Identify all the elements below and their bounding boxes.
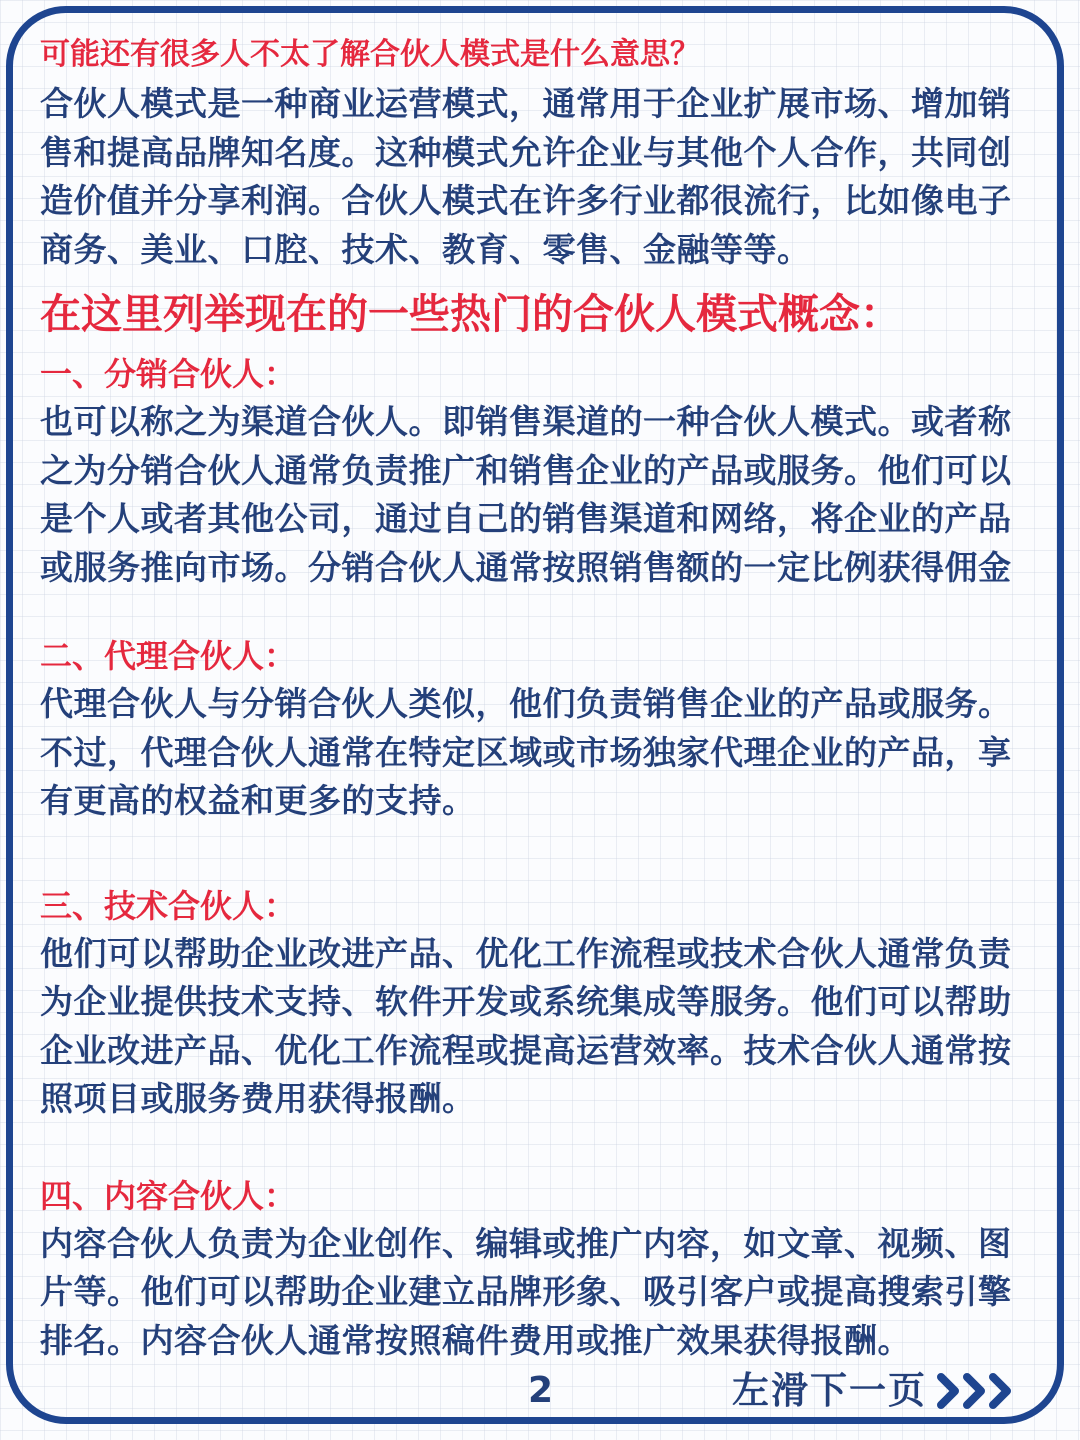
section-line: 为企业提供技术支持、软件开发或系统集成等服务。他们可以帮助 <box>40 982 1012 1021</box>
section-line: 代理合伙人与分销合伙人类似，他们负责销售企业的产品或服务。 <box>40 684 1012 723</box>
intro-paragraph <box>40 80 1040 274</box>
section-title: 一、分销合伙人： <box>40 355 297 393</box>
footer <box>0 1366 1080 1416</box>
next-page-label: 左滑下一页 <box>732 1369 927 1412</box>
intro-line: 售和提高品牌知名度。这种模式允许企业与其他个人合作，共同创 <box>40 132 1012 172</box>
intro-line: 造价值并分享利润。合伙人模式在许多行业都很流行，比如像电子 <box>40 181 1012 220</box>
section-line: 是个人或者其他公司，通过自己的销售渠道和网络，将企业的产品 <box>40 499 1012 538</box>
section-content-partner <box>40 1172 1040 1366</box>
section-line: 或服务推向市场。分销合伙人通常按照销售额的一定比例获得佣金 <box>40 547 1012 587</box>
intro-line: 商务、美业、口腔、技术、教育、零售、金融等等。 <box>40 229 811 269</box>
section-agency-partner <box>40 632 1040 826</box>
section-line: 之为分销合伙人通常负责推广和销售企业的产品或服务。他们可以 <box>40 450 1012 490</box>
section-line: 片等。他们可以帮助企业建立品牌形象、吸引客户或提高搜索引擎 <box>40 1272 1012 1311</box>
section-line: 企业改进产品、优化工作流程或提高运营效率。技术合伙人通常按 <box>40 1030 1012 1070</box>
section-title: 二、代理合伙人： <box>40 637 297 675</box>
section-line: 他们可以帮助企业改进产品、优化工作流程或技术合伙人通常负责 <box>40 933 1012 973</box>
section-title: 四、内容合伙人： <box>40 1176 297 1215</box>
triple-chevron-right-icon <box>935 1371 1019 1411</box>
intro-question: 可能还有很多人不太了解合伙人模式是什么意思？ <box>40 37 700 72</box>
section-title: 三、技术合伙人： <box>40 886 297 925</box>
section-line: 有更高的权益和更多的支持。 <box>40 781 476 820</box>
section-line: 照项目或服务费用获得报酬。 <box>40 1079 476 1118</box>
section-line: 排名。内容合伙人通常按照稿件费用或推广效果获得报酬。 <box>40 1320 911 1360</box>
intro-line: 合伙人模式是一种商业运营模式，通常用于企业扩展市场、增加销 <box>40 84 1012 123</box>
main-heading: 在这里列举现在的一些热门的合伙人模式概念： <box>40 290 901 338</box>
section-line: 不过，代理合伙人通常在特定区域或市场独家代理企业的产品，享 <box>40 732 1012 772</box>
section-line: 也可以称之为渠道合伙人。即销售渠道的一种合伙人模式。或者称 <box>40 402 1012 441</box>
content-area <box>40 30 1040 1365</box>
section-technical-partner <box>40 882 1040 1124</box>
page-number: 2 <box>528 1370 554 1411</box>
section-distribution-partner <box>40 350 1040 592</box>
section-line: 内容合伙人负责为企业创作、编辑或推广内容，如文章、视频、图 <box>40 1223 1012 1263</box>
next-page-button[interactable] <box>732 1366 1019 1416</box>
